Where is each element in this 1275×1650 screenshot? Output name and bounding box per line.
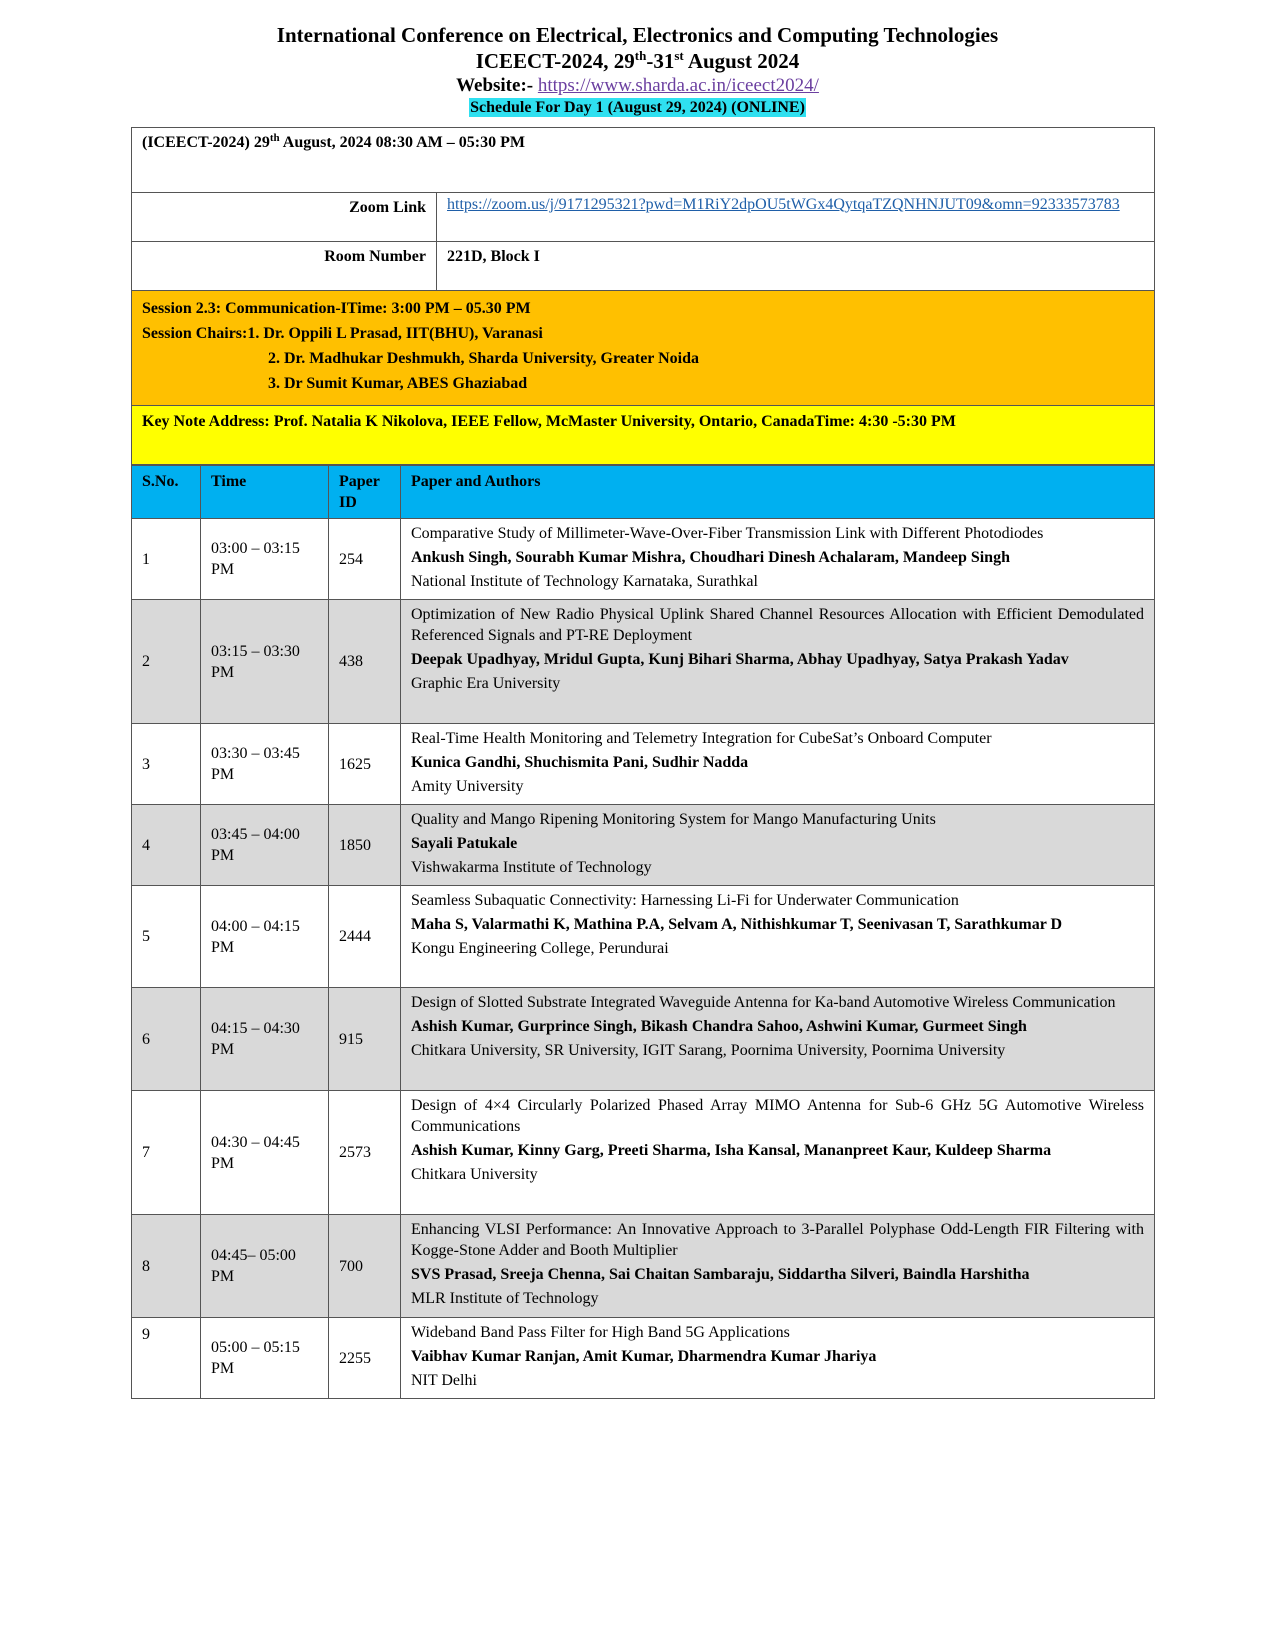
schedule-table [131,465,1155,1399]
paper-authors: Kunica Gandhi, Shuchismita Pani, Sudhir Nadda [411,754,749,771]
table-row [132,1215,1155,1318]
edition-suffix: August 2024 [683,49,800,73]
table-row [132,519,1155,600]
table-row [132,1318,1155,1399]
paper-affiliation: Vishwakarma Institute of Technology [411,859,652,876]
room-label: Room Number [132,242,437,291]
edition-prefix: ICEECT-2024, 29 [475,49,635,73]
website-line [0,74,1275,98]
paper-affiliation: Amity University [411,778,524,795]
row-paper [401,805,1155,886]
session-chair-3: 3. Dr Sumit Kumar, ABES Ghaziabad [268,375,528,392]
conference-edition [0,48,1275,74]
row-paper [401,1091,1155,1215]
row-paper-id: 1850 [329,805,401,886]
session-name: Session 2.3: Communication-ITime: 3:00 PM – 05.30 PM [142,300,531,317]
keynote-cell: Key Note Address: Prof. Natalia K Nikolova, IEEE Fellow, McMaster University, Ontario, CanadaTime: 4:30 -5:30 PM [132,406,1155,465]
row-sno: 2 [132,600,201,724]
zoom-link[interactable]: https://zoom.us/j/9171295321?pwd=M1RiY2dpOU5tWGx4QytqaTZQNHNJUT09&omn=92333573783 [437,193,1155,242]
row-paper [401,519,1155,600]
edition-sup-2: st [674,48,684,63]
session-date-cell [132,128,1155,193]
row-paper-id: 700 [329,1215,401,1318]
row-sno: 3 [132,724,201,805]
session-chairs-cell [132,291,1155,406]
paper-affiliation: MLR Institute of Technology [411,1290,599,1307]
row-sno: 9 [132,1318,201,1399]
session-chair-2: 2. Dr. Madhukar Deshmukh, Sharda University, Greater Noida [268,350,700,367]
row-sno: 1 [132,519,201,600]
paper-affiliation: Chitkara University [411,1166,538,1183]
row-sno: 6 [132,988,201,1091]
session-chairs-row [132,291,1155,406]
paper-affiliation: National Institute of Technology Karnataka, Surathkal [411,573,758,590]
schedule-frame [131,127,1155,1399]
row-paper [401,886,1155,988]
paper-title: Real-Time Health Monitoring and Telemetry Integration for CubeSat’s Onboard Computer [411,730,992,747]
schedule-label: Schedule For Day 1 (August 29, 2024) (ONLINE) [470,99,805,116]
table-row [132,988,1155,1091]
paper-affiliation: NIT Delhi [411,1372,477,1389]
paper-title: Design of 4×4 Circularly Polarized Phased Array MIMO Antenna for Sub-6 GHz 5G Automotive Wireless Communications [411,1097,1144,1135]
keynote-row [132,406,1155,465]
session-date-sup: th [269,132,280,144]
website-label: Website:- [456,75,534,96]
row-sno: 5 [132,886,201,988]
paper-authors: SVS Prasad, Sreeja Chenna, Sai Chaitan Sambaraju, Siddartha Silveri, Baindla Harshitha [411,1266,1030,1283]
paper-title: Seamless Subaquatic Connectivity: Harnessing Li-Fi for Underwater Communication [411,892,959,909]
table-row [132,886,1155,988]
row-sno: 8 [132,1215,201,1318]
session-chair-1: Session Chairs:1. Dr. Oppili L Prasad, IIT(BHU), Varanasi [142,325,543,342]
row-time: 03:15 – 03:30 PM [201,600,329,724]
paper-title: Wideband Band Pass Filter for High Band 5G Applications [411,1324,790,1341]
table-row [132,600,1155,724]
edition-sup-1: th [634,48,647,63]
row-paper-id: 2444 [329,886,401,988]
paper-authors: Vaibhav Kumar Ranjan, Amit Kumar, Dharmendra Kumar Jhariya [411,1348,877,1365]
row-paper [401,1318,1155,1399]
row-paper-id: 2255 [329,1318,401,1399]
session-date-prefix: (ICEECT-2024) 29 [142,134,270,151]
row-paper [401,724,1155,805]
paper-affiliation: Chitkara University, SR University, IGIT Sarang, Poornima University, Poornima University [411,1042,1006,1059]
table-row [132,1091,1155,1215]
row-time: 03:00 – 03:15 PM [201,519,329,600]
conference-title: International Conference on Electrical, Electronics and Computing Technologies [276,23,999,47]
paper-title: Comparative Study of Millimeter-Wave-Over-Fiber Transmission Link with Different Photodiodes [411,525,1044,542]
paper-title: Quality and Mango Ripening Monitoring System for Mango Manufacturing Units [411,811,936,828]
paper-authors: Ashish Kumar, Kinny Garg, Preeti Sharma, Isha Kansal, Mananpreet Kaur, Kuldeep Sharma [411,1142,1052,1159]
paper-authors: Sayali Patukale [411,835,518,852]
row-time: 04:30 – 04:45 PM [201,1091,329,1215]
session-date-row [132,128,1155,193]
edition-mid: -31 [646,49,675,73]
row-paper-id: 915 [329,988,401,1091]
zoom-label: Zoom Link [132,193,437,242]
row-time: 04:45– 05:00 PM [201,1215,329,1318]
row-time: 03:45 – 04:00 PM [201,805,329,886]
paper-authors: Deepak Upadhyay, Mridul Gupta, Kunj Bihari Sharma, Abhay Upadhyay, Satya Prakash Yadav [411,651,1069,668]
row-paper-id: 254 [329,519,401,600]
schedule-header-row [132,466,1155,519]
room-value: 221D, Block I [437,242,1155,291]
session-date-suffix: August, 2024 08:30 AM – 05:30 PM [279,134,525,151]
row-paper-id: 2573 [329,1091,401,1215]
row-sno: 7 [132,1091,201,1215]
row-time: 04:00 – 04:15 PM [201,886,329,988]
row-time: 05:00 – 05:15 PM [201,1318,329,1399]
header-paper-id: Paper ID [329,466,401,519]
row-paper [401,1215,1155,1318]
table-row [132,805,1155,886]
room-row [132,242,1155,291]
paper-authors: Ankush Singh, Sourabh Kumar Mishra, Choudhari Dinesh Achalaram, Mandeep Singh [411,549,1010,566]
row-paper [401,600,1155,724]
row-paper-id: 438 [329,600,401,724]
paper-authors: Maha S, Valarmathi K, Mathina P.A, Selvam A, Nithishkumar T, Seenivasan T, Sarathkumar D [411,916,1063,933]
website-link[interactable]: https://www.sharda.ac.in/iceect2024/ [537,75,819,96]
header-paper-authors: Paper and Authors [401,466,1155,519]
document-header [0,22,1275,117]
paper-affiliation: Graphic Era University [411,675,561,692]
paper-affiliation: Kongu Engineering College, Perundurai [411,940,669,957]
session-info-table [131,127,1155,465]
paper-title: Design of Slotted Substrate Integrated Waveguide Antenna for Ka-band Automotive Wireless Communication [411,994,1116,1011]
row-paper-id: 1625 [329,724,401,805]
table-row [132,724,1155,805]
row-time: 04:15 – 04:30 PM [201,988,329,1091]
paper-title: Enhancing VLSI Performance: An Innovative Approach to 3-Parallel Polyphase Odd-Length FIR Filtering with Kogge-Stone Adder and Booth Multiplier [411,1221,1144,1259]
row-paper [401,988,1155,1091]
row-sno: 4 [132,805,201,886]
header-time: Time [201,466,329,519]
paper-authors: Ashish Kumar, Gurprince Singh, Bikash Chandra Sahoo, Ashwini Kumar, Gurmeet Singh [411,1018,1027,1035]
header-sno: S.No. [132,466,201,519]
row-time: 03:30 – 03:45 PM [201,724,329,805]
paper-title: Optimization of New Radio Physical Uplink Shared Channel Resources Allocation with Efficient Demodulated Referenced Signals and PT-RE Deployment [411,606,1144,644]
zoom-row [132,193,1155,242]
